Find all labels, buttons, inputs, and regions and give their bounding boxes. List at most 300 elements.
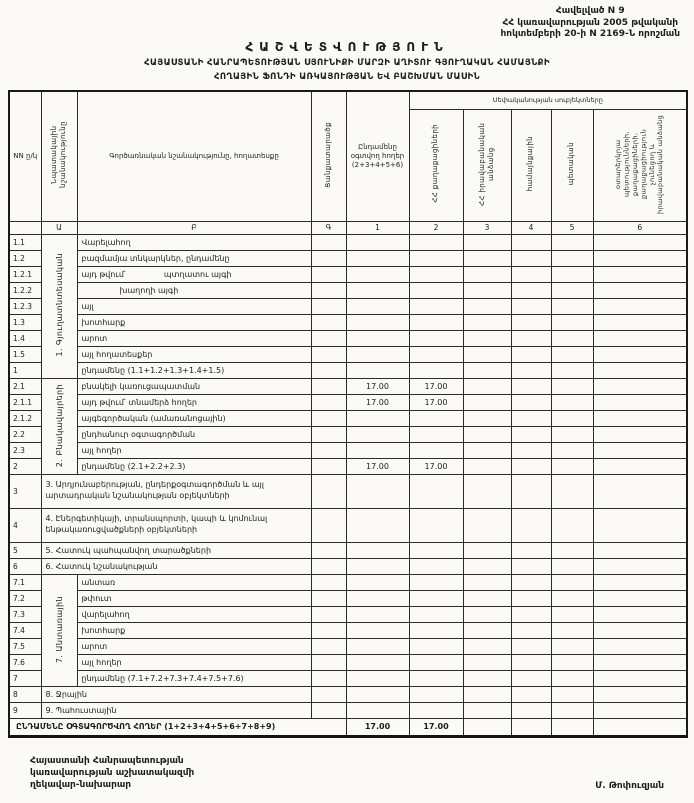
- value-cell: [593, 574, 687, 590]
- value-cell: [511, 282, 551, 298]
- col-header-foreign-text: օտարերկրյա պետությունների, քաղաքացիների, քաղաքացիություն չունեցող և իրավաբանական անձանց: [614, 113, 665, 214]
- sown-value-cell: [311, 234, 346, 250]
- sown-value-cell: [311, 508, 346, 542]
- table-row: [9, 410, 687, 426]
- letter-cell: 3: [463, 221, 511, 234]
- table-row: [9, 574, 687, 590]
- sown-value-cell: [311, 590, 346, 606]
- col-header-purpose: [41, 91, 77, 221]
- value-cell: [593, 702, 687, 718]
- table-row: [9, 638, 687, 654]
- letter-cell: Բ: [77, 221, 311, 234]
- value-cell: [409, 558, 463, 574]
- value-cell: [346, 410, 409, 426]
- row-label-text: վարելահող: [81, 609, 130, 619]
- table-row: [9, 378, 687, 394]
- value-cell: [409, 474, 463, 508]
- row-number: 7.6: [9, 654, 41, 670]
- row-number: 1.5: [9, 346, 41, 362]
- value-cell: [409, 266, 463, 282]
- value-cell: [463, 558, 511, 574]
- value-cell: [346, 622, 409, 638]
- value-cell: [463, 458, 511, 474]
- row-number: 2.3: [9, 442, 41, 458]
- value-cell: [593, 314, 687, 330]
- value-cell: [463, 622, 511, 638]
- row-number: 2: [9, 458, 41, 474]
- row-number: 2.1: [9, 378, 41, 394]
- value-cell: [551, 442, 593, 458]
- sown-value-cell: [311, 362, 346, 378]
- value-cell: [511, 250, 551, 266]
- col-header-total: [346, 91, 409, 221]
- value-cell: [409, 250, 463, 266]
- value-cell: [551, 606, 593, 622]
- value-cell: [463, 314, 511, 330]
- row-number: 2.2: [9, 426, 41, 442]
- row-label: [77, 282, 311, 298]
- value-cell: [593, 266, 687, 282]
- appendix-line3: հոկտեմբերի 20-ի N 2169-Ն որոշման: [500, 29, 680, 40]
- signer-title-line1: Հայաստանի Հանրապետության: [30, 755, 184, 766]
- row-label-text: արոտ: [81, 641, 108, 651]
- table-row: [9, 622, 687, 638]
- sown-value-cell: [311, 330, 346, 346]
- col-header-foreign: [593, 109, 687, 221]
- letter-cell: [9, 221, 41, 234]
- col-header-legal-entities: [463, 109, 511, 221]
- row-label-text: այգեգործական (ամառանոցային): [81, 413, 226, 423]
- row-number: 2.1.1: [9, 394, 41, 410]
- row-number: 8: [9, 686, 41, 702]
- value-cell: [511, 410, 551, 426]
- value-cell: [463, 378, 511, 394]
- value-cell: [346, 670, 409, 686]
- value-cell: [346, 362, 409, 378]
- value-cell: [551, 266, 593, 282]
- row-label: 3. Արդյունաբերության, ընդերքօգտագործման և այլ արտադրական նշանակության օբյեկտների: [41, 474, 311, 508]
- value-cell: [593, 670, 687, 686]
- value-cell: [409, 298, 463, 314]
- row-label-text: Վարելահող: [81, 237, 131, 247]
- value-cell: [346, 282, 409, 298]
- row-label: [77, 426, 311, 442]
- value-cell: 17.00: [409, 378, 463, 394]
- appendix-line2: ՀՀ կառավարության 2005 թվականի: [502, 17, 679, 28]
- appendix-note: [501, 6, 681, 41]
- value-cell: [409, 314, 463, 330]
- value-cell: [346, 442, 409, 458]
- row-label-text: ընդհանուր օգտագործման: [81, 429, 196, 439]
- row-label-text: արոտ: [81, 333, 108, 343]
- value-cell: [551, 574, 593, 590]
- row-number: 1: [9, 362, 41, 378]
- value-cell: [593, 686, 687, 702]
- sown-value-cell: [311, 266, 346, 282]
- value-cell: [551, 298, 593, 314]
- value-cell: 17.00: [409, 458, 463, 474]
- row-label: 4. Էներգետիկայի, տրանսպորտի, կապի և կոմունալ ենթակառուցվածքների օբյեկտների: [41, 508, 311, 542]
- header-row-top: [9, 91, 687, 109]
- table-row: [9, 702, 687, 718]
- row-label: 8. Ջրային: [41, 686, 311, 702]
- row-label: [77, 622, 311, 638]
- row-label: [77, 394, 311, 410]
- value-cell: [593, 508, 687, 542]
- col-header-total-text: Ընդամենը օգտվող հողեր (2+3+4+5+6): [350, 142, 405, 169]
- table-row: [9, 346, 687, 362]
- report-subtitle-2: ՀՈՂԱՅԻՆ ՖՈՆԴԻ ԱՌԿԱՅՈՒԹՅԱՆ ԵՎ ԲԱՇԽՄԱՆ ՄԱՍԻՆ: [213, 72, 481, 82]
- value-cell: [463, 362, 511, 378]
- table-row: [9, 426, 687, 442]
- value-cell: [346, 330, 409, 346]
- sown-value-cell: [311, 314, 346, 330]
- col-header-functional: [77, 91, 311, 221]
- section-label-text: 2. Բնակավայրերի: [54, 383, 64, 467]
- appendix-line1: Հավելված N 9: [555, 6, 625, 16]
- value-cell: [551, 282, 593, 298]
- row-label: 9. Պահուստային: [41, 702, 311, 718]
- sown-value-cell: [311, 542, 346, 558]
- signer-title-line3: ղեկավար-նախարար: [30, 779, 132, 790]
- value-cell: [346, 234, 409, 250]
- value-cell: [346, 638, 409, 654]
- value-cell: [593, 282, 687, 298]
- section-cell: [41, 574, 77, 686]
- value-cell: [463, 702, 511, 718]
- sown-value-cell: [311, 394, 346, 410]
- section-label-text: 7. Անտառային: [54, 595, 64, 663]
- value-cell: [551, 638, 593, 654]
- value-cell: [593, 654, 687, 670]
- table-row: [9, 670, 687, 686]
- value-cell: [409, 686, 463, 702]
- letter-cell: Գ: [311, 221, 346, 234]
- sown-value-cell: [311, 574, 346, 590]
- row-number: 1.2.3: [9, 298, 41, 314]
- value-cell: [511, 686, 551, 702]
- value-cell: [551, 508, 593, 542]
- table-row: [9, 234, 687, 250]
- value-cell: [551, 718, 593, 736]
- signer-title-line2: կառավարության աշխատակազմի: [30, 767, 195, 778]
- row-label: [77, 638, 311, 654]
- value-cell: [463, 670, 511, 686]
- table-row: [9, 266, 687, 282]
- value-cell: [593, 234, 687, 250]
- value-cell: [593, 542, 687, 558]
- row-label-text: այլ հողեր: [81, 657, 122, 667]
- row-label-text: ընդամենը (1.1+1.2+1.3+1.4+1.5): [81, 365, 225, 375]
- value-cell: [593, 410, 687, 426]
- value-cell: [593, 606, 687, 622]
- row-label: [77, 654, 311, 670]
- sown-value-cell: [311, 654, 346, 670]
- row-label: [77, 606, 311, 622]
- grand-total-label: ԸՆԴԱՄԵՆԸ ՕԳՏԱԳՈՐԾՎՈՂ ՀՈՂԵՐ (1+2+3+4+5+6+7+8+9): [9, 718, 346, 736]
- table-row: [9, 558, 687, 574]
- row-number: 7: [9, 670, 41, 686]
- row-label: 6. Հատուկ նշանակության: [41, 558, 311, 574]
- value-cell: [593, 378, 687, 394]
- value-cell: [511, 266, 551, 282]
- table-row: [9, 298, 687, 314]
- value-cell: 17.00: [409, 394, 463, 410]
- value-cell: [346, 346, 409, 362]
- value-cell: [463, 346, 511, 362]
- value-cell: [463, 410, 511, 426]
- col-header-community: [511, 109, 551, 221]
- value-cell: [551, 686, 593, 702]
- table-row: [9, 686, 687, 702]
- col-header-nn: [9, 91, 41, 221]
- row-label: [77, 346, 311, 362]
- value-cell: [409, 654, 463, 670]
- value-cell: [593, 250, 687, 266]
- signature-block: [30, 755, 664, 791]
- value-cell: [463, 574, 511, 590]
- row-label-text: բազմամյա տնկարկներ, ընդամենը: [81, 253, 230, 263]
- col-header-community-text: համայնքային: [526, 135, 535, 192]
- value-cell: [463, 590, 511, 606]
- value-cell: [511, 606, 551, 622]
- row-number: 9: [9, 702, 41, 718]
- sown-value-cell: [311, 686, 346, 702]
- value-cell: [511, 558, 551, 574]
- value-cell: [463, 638, 511, 654]
- value-cell: [346, 606, 409, 622]
- sown-value-cell: [311, 346, 346, 362]
- value-cell: [409, 542, 463, 558]
- value-cell: [551, 542, 593, 558]
- sown-value-cell: [311, 458, 346, 474]
- value-cell: [551, 394, 593, 410]
- letter-cell: 4: [511, 221, 551, 234]
- value-cell: [551, 474, 593, 508]
- report-subtitle-1: ՀԱՅԱՍՏԱՆԻ ՀԱՆՐԱՊԵՏՈՒԹՅԱՆ ՍՅՈՒՆԻՔԻ ՄԱՐԶԻ ԱՂԻՏՈՒ ԳՅՈՒՂԱԿԱՆ ՀԱՄԱՅՆՔԻ: [144, 58, 550, 68]
- sown-value-cell: [311, 606, 346, 622]
- letter-cell: Ա: [41, 221, 77, 234]
- table-row: [9, 362, 687, 378]
- col-header-sown: [311, 91, 346, 221]
- row-label-text: այդ թվում՝: [81, 269, 126, 279]
- value-cell: [551, 558, 593, 574]
- value-cell: [346, 686, 409, 702]
- row-label: [77, 410, 311, 426]
- col-header-functional-text: Գործառնական նշանակությունը, հողատեսքը: [109, 151, 279, 160]
- value-cell: [511, 346, 551, 362]
- table-row: [9, 606, 687, 622]
- report-title-block: [0, 40, 694, 82]
- row-label-text: այլ հողատեսքեր: [81, 349, 153, 359]
- section-cell: [41, 234, 77, 378]
- col-header-nn-text: NN ը/կ: [13, 151, 38, 160]
- value-cell: [593, 458, 687, 474]
- value-cell: [409, 234, 463, 250]
- table-row: [9, 442, 687, 458]
- section-label-text: 1. Գյուղատնտեսական: [54, 253, 64, 357]
- value-cell: [409, 670, 463, 686]
- value-cell: [346, 590, 409, 606]
- value-cell: [511, 670, 551, 686]
- row-label-text: ընդամենը (7.1+7.2+7.3+7.4+7.5+7.6): [81, 673, 244, 683]
- value-cell: [511, 442, 551, 458]
- value-cell: [551, 330, 593, 346]
- table-row: [9, 718, 687, 736]
- value-cell: [463, 442, 511, 458]
- sown-value-cell: [311, 282, 346, 298]
- letter-cell: 1: [346, 221, 409, 234]
- table-row: [9, 458, 687, 474]
- row-label: [77, 574, 311, 590]
- value-cell: 17.00: [346, 378, 409, 394]
- row-label: [77, 314, 311, 330]
- row-label-text: խոտհարք: [81, 625, 126, 635]
- row-label-text: խոտհարք: [81, 317, 126, 327]
- value-cell: [463, 474, 511, 508]
- value-cell: [511, 542, 551, 558]
- value-cell: [551, 590, 593, 606]
- col-header-sown-text: Ցանքատարածք: [323, 121, 332, 188]
- row-label: [77, 234, 311, 250]
- sown-value-cell: [311, 250, 346, 266]
- value-cell: [511, 718, 551, 736]
- value-cell: [551, 622, 593, 638]
- row-number: 1.1: [9, 234, 41, 250]
- value-cell: [463, 542, 511, 558]
- letter-cell: 6: [593, 221, 687, 234]
- section-cell: [41, 378, 77, 474]
- row-label: [77, 362, 311, 378]
- table-row: [9, 508, 687, 542]
- row-number: 7.5: [9, 638, 41, 654]
- value-cell: [346, 314, 409, 330]
- row-label: [77, 250, 311, 266]
- row-label: [77, 330, 311, 346]
- value-cell: [511, 234, 551, 250]
- value-cell: [463, 234, 511, 250]
- row-number: 7.2: [9, 590, 41, 606]
- sown-value-cell: [311, 558, 346, 574]
- sown-value-cell: [311, 670, 346, 686]
- value-cell: [593, 442, 687, 458]
- value-cell: [511, 590, 551, 606]
- row-label-text: անտառ: [81, 577, 116, 587]
- value-cell: [511, 298, 551, 314]
- table-row: [9, 474, 687, 508]
- value-cell: [511, 426, 551, 442]
- value-cell: 17.00: [409, 718, 463, 736]
- value-cell: [511, 574, 551, 590]
- sown-value-cell: [311, 638, 346, 654]
- value-cell: [409, 426, 463, 442]
- row-label: [77, 442, 311, 458]
- value-cell: [346, 250, 409, 266]
- value-cell: [463, 394, 511, 410]
- value-cell: [551, 654, 593, 670]
- row-label-text: ընդամենը (2.1+2.2+2.3): [81, 461, 186, 471]
- row-label: [77, 266, 311, 282]
- row-label-secondary-text: խաղողի այգի: [119, 285, 179, 295]
- report-title: ՀԱՇՎԵՏՎՈՒԹՅՈՒՆ: [245, 40, 449, 54]
- value-cell: [409, 606, 463, 622]
- table-row: [9, 394, 687, 410]
- value-cell: [593, 718, 687, 736]
- value-cell: [463, 250, 511, 266]
- value-cell: [511, 622, 551, 638]
- value-cell: [409, 590, 463, 606]
- row-number: 1.4: [9, 330, 41, 346]
- row-number: 1.2.1: [9, 266, 41, 282]
- value-cell: [551, 346, 593, 362]
- value-cell: [346, 426, 409, 442]
- value-cell: [409, 574, 463, 590]
- letter-cell: 2: [409, 221, 463, 234]
- value-cell: [346, 298, 409, 314]
- value-cell: [409, 362, 463, 378]
- value-cell: [511, 362, 551, 378]
- value-cell: [593, 558, 687, 574]
- value-cell: 17.00: [346, 458, 409, 474]
- value-cell: [551, 362, 593, 378]
- value-cell: [511, 330, 551, 346]
- sown-value-cell: [311, 378, 346, 394]
- row-number: 1.3: [9, 314, 41, 330]
- value-cell: [511, 654, 551, 670]
- table-body: [9, 234, 687, 736]
- value-cell: [346, 654, 409, 670]
- sown-value-cell: [311, 702, 346, 718]
- value-cell: [511, 314, 551, 330]
- value-cell: [551, 314, 593, 330]
- value-cell: [511, 638, 551, 654]
- value-cell: [593, 638, 687, 654]
- row-number: 5: [9, 542, 41, 558]
- table-row: [9, 250, 687, 266]
- row-label-text: այլ հողեր: [81, 445, 122, 455]
- value-cell: 17.00: [346, 394, 409, 410]
- value-cell: [409, 508, 463, 542]
- value-cell: [346, 574, 409, 590]
- value-cell: [346, 558, 409, 574]
- value-cell: [463, 686, 511, 702]
- sown-value-cell: [311, 474, 346, 508]
- table-row: [9, 314, 687, 330]
- value-cell: [511, 508, 551, 542]
- column-letters-row: [9, 221, 687, 234]
- value-cell: [409, 442, 463, 458]
- value-cell: [593, 346, 687, 362]
- table-row: [9, 654, 687, 670]
- value-cell: [409, 702, 463, 718]
- value-cell: [593, 362, 687, 378]
- value-cell: [511, 394, 551, 410]
- table-row: [9, 330, 687, 346]
- value-cell: [346, 702, 409, 718]
- value-cell: [463, 606, 511, 622]
- value-cell: [463, 654, 511, 670]
- value-cell: [551, 670, 593, 686]
- table-row: [9, 590, 687, 606]
- row-number: 1.2.2: [9, 282, 41, 298]
- value-cell: [551, 410, 593, 426]
- row-label: [77, 458, 311, 474]
- signer-name: Մ. Թոփուզյան: [595, 781, 664, 791]
- value-cell: [409, 330, 463, 346]
- col-header-citizens-text: ՀՀ քաղաքացիների: [431, 124, 440, 203]
- row-number: 2.1.2: [9, 410, 41, 426]
- value-cell: [551, 234, 593, 250]
